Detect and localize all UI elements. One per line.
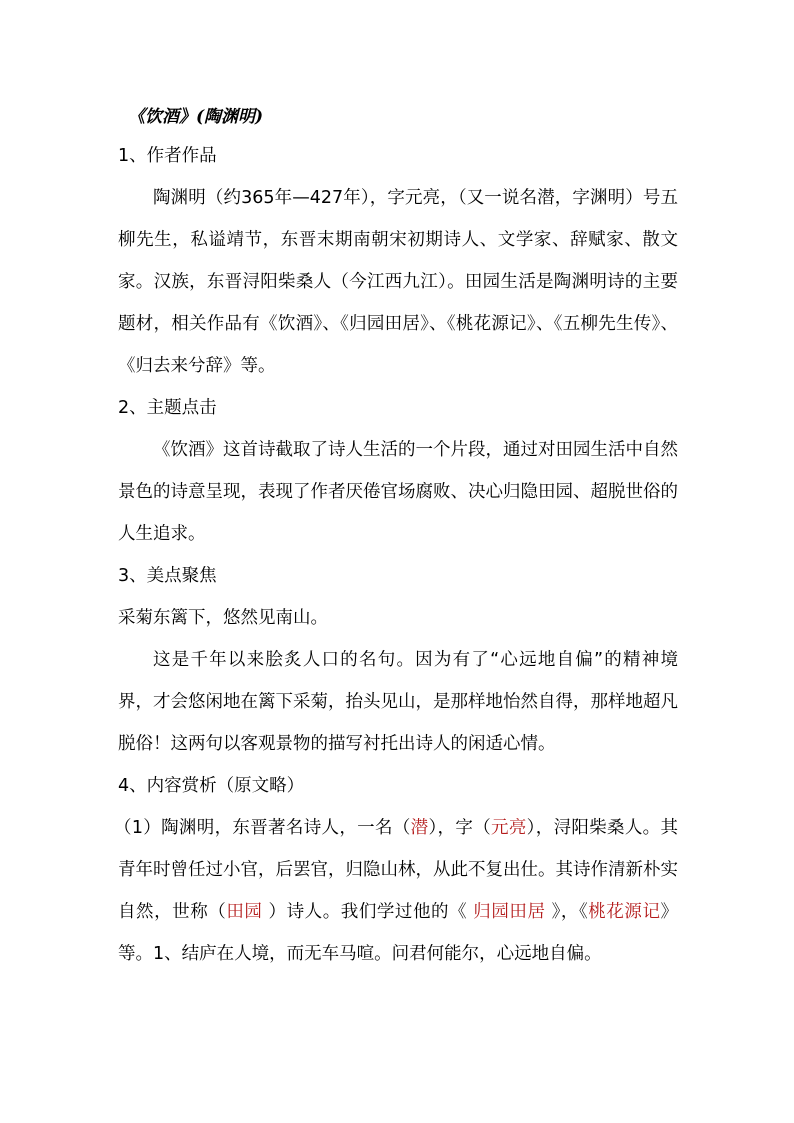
analysis-text-1: （1）陶渊明，东晋著名诗人，一名（ (114, 818, 411, 838)
analysis-paragraph (114, 807, 679, 975)
theme-paragraph: 《饮酒》这首诗截取了诗人生活的一个片段，通过对田园生活中自然景色的诗意呈现，表现了作者厌倦官场腐败、决心归隐田园、超脱世俗的人生追求。 (118, 440, 678, 544)
highlights-paragraph: 这是千年以来脍炙人口的名句。因为有了“心远地自偏”的精神境界，才会悠闲地在篱下采菊，抬头见山，是那样地怡然自得，那样地超凡脱俗！这两句以客观景物的描写衬托出诗人的闲适心情。 (118, 650, 678, 754)
section-heading-theme: 2、主题点击 (118, 398, 217, 418)
answer-qian: 潜 (410, 818, 429, 838)
analysis-text-3: ），浔阳柴桑人。其青年时曾任过小官，后罢官，归隐山林，从此不复出仕。其诗作清新朴实自然，世称（ (118, 818, 679, 922)
document-page (114, 100, 679, 975)
analysis-text-4: ）诗人。我们学过他的《 (262, 902, 474, 922)
analysis-text-5: 》，《 (545, 902, 589, 922)
section-heading-author: 1、作者作品 (118, 146, 217, 166)
document-title: 《饮酒》(陶渊明) (128, 107, 264, 127)
answer-tianyuan: 田园 (226, 902, 263, 922)
famous-quote: 采菊东篱下，悠然见南山。 (118, 608, 328, 628)
answer-guiyuantianju: 归园田居 (473, 902, 546, 922)
answer-yuanliang: 元亮 (491, 818, 527, 838)
author-paragraph: 陶渊明（约365年—427年），字元亮，（又一说名潜，字渊明）号五柳先生，私谥靖节，东晋末期南朝宋初期诗人、文学家、辞赋家、散文家。汉族，东晋浔阳柴桑人（今江西九江）。田园生活是陶渊明诗的主要题材，相关作品有《饮酒》、《归园田居》、《桃花源记》、《五柳先生传》、《归去来兮辞》等。 (118, 188, 678, 376)
section-heading-analysis: 4、内容赏析（原文略） (118, 776, 305, 796)
analysis-text-2: ），字（ (428, 818, 492, 838)
analysis-text-6: 》等。1、结庐在人境，而无车马喧。问君何能尔，心远地自偏。 (118, 902, 678, 964)
section-heading-highlights: 3、美点聚焦 (118, 566, 217, 586)
answer-taohuayuanji: 桃花源记 (588, 902, 661, 922)
